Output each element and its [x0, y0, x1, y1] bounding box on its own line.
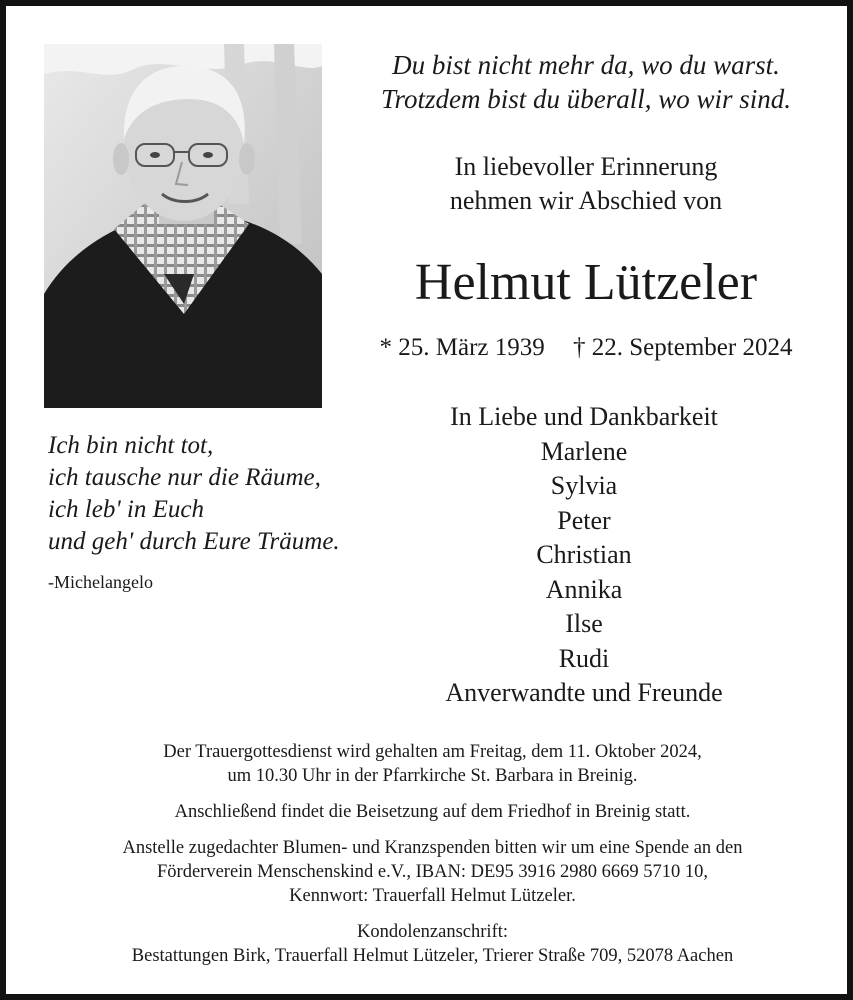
condolence-label: Kondolenzanschrift: — [356, 922, 509, 942]
service-line: um 10.30 Uhr in der Pfarrkirche St. Barbara in Breinig. — [227, 766, 638, 786]
portrait-photo — [44, 44, 322, 408]
deceased-name: Helmut Lützeler — [414, 254, 758, 311]
intro-line: In liebevoller Erinnerung — [454, 152, 718, 181]
burial-line: Anschließend findet die Beisetzung auf dem Friedhof in Breinig statt. — [174, 802, 691, 822]
mourner-name: Ilse — [565, 609, 603, 638]
intro-text — [336, 150, 836, 218]
burial-info — [36, 800, 829, 824]
service-line: Der Trauergottesdienst wird gehalten am Freitag, dem 11. Oktober 2024, — [163, 742, 702, 762]
motto-quote — [336, 48, 836, 116]
poem-quote — [48, 430, 378, 558]
mourner-name: Rudi — [558, 643, 610, 673]
mourner-name: Christian — [536, 540, 632, 569]
motto-line: Trotzdem bist du überall, wo wir sind. — [380, 84, 792, 114]
poem-line: Ich bin nicht tot, — [48, 432, 214, 459]
death-date: † 22. September 2024 — [573, 334, 793, 361]
poem-line: ich tausche nur die Räume, — [48, 464, 321, 491]
mourner-name: Marlene — [540, 436, 628, 466]
poem-author: -Michelangelo — [48, 572, 153, 592]
mourner-name: Sylvia — [550, 471, 618, 500]
mourners-heading: In Liebe und Dankbarkeit — [450, 402, 718, 431]
poem-line: und geh' durch Eure Träume. — [48, 528, 340, 555]
donation-info — [36, 836, 829, 908]
mourners-closing: Anverwandte und Freunde — [445, 678, 723, 707]
donation-line: Kennwort: Trauerfall Helmut Lützeler. — [289, 886, 576, 906]
mourner-name: Peter — [557, 505, 611, 535]
intro-line: nehmen wir Abschied von — [449, 186, 723, 215]
donation-line: Förderverein Menschenskind e.V., IBAN: DE95 3916 2980 6669 5710 10, — [157, 862, 708, 882]
mourners-list — [384, 400, 784, 711]
mourner-name: Annika — [545, 574, 623, 604]
condolence-line: Bestattungen Birk, Trauerfall Helmut Lützeler, Trierer Straße 709, 52078 Aachen — [131, 946, 734, 966]
birth-date: * 25. März 1939 — [379, 334, 545, 361]
donation-line: Anstelle zugedachter Blumen- und Kranzspenden bitten wir um eine Spende an den — [122, 838, 743, 858]
life-dates — [336, 332, 836, 364]
motto-line: Du bist nicht mehr da, wo du warst. — [392, 50, 780, 80]
condolence-address — [36, 920, 829, 968]
poem-line: ich leb' in Euch — [48, 496, 204, 523]
service-info — [36, 740, 829, 788]
